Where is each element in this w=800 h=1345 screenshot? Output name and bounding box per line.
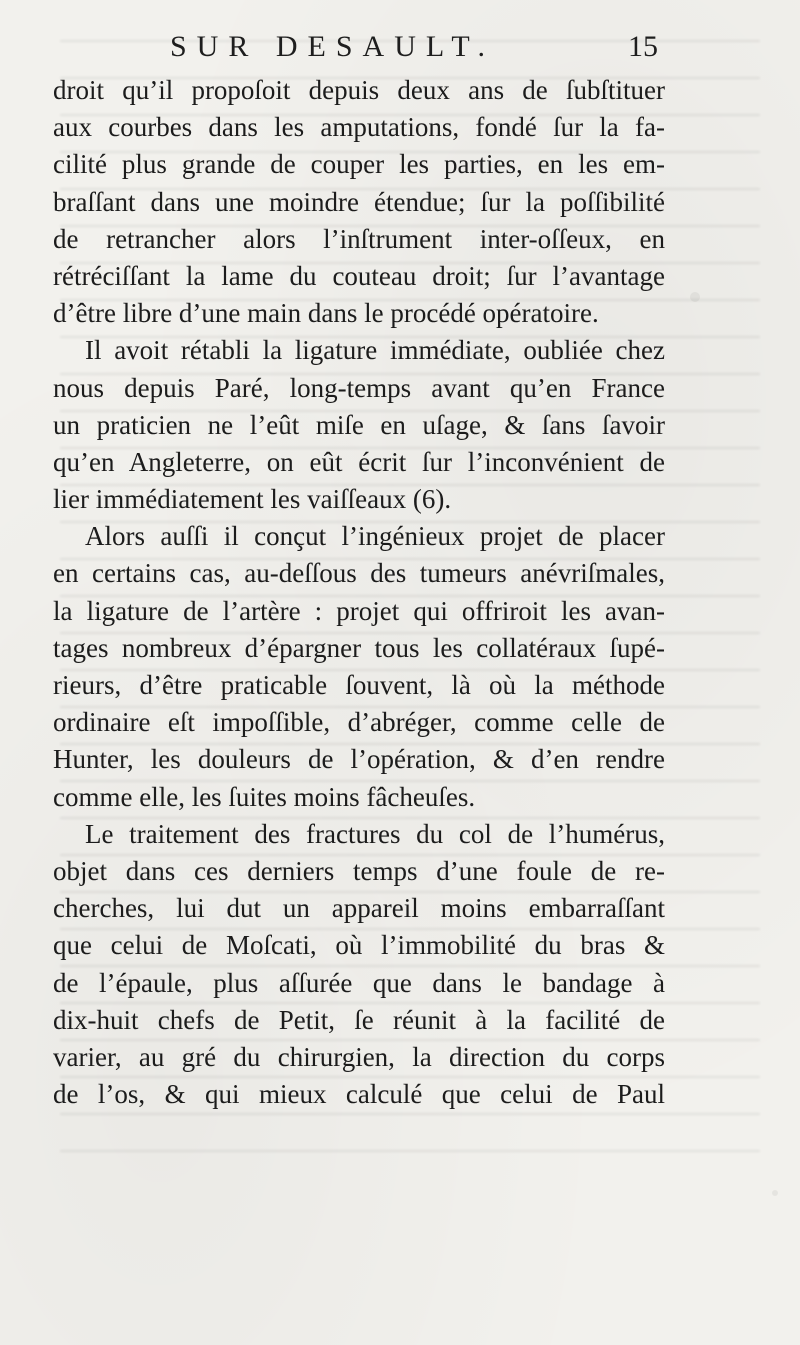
text-line: en certains cas, au-deſſous des tumeurs anévriſmales,: [53, 558, 665, 589]
text-line: braſſant dans une moindre étendue; ſur la poſſibilité: [53, 186, 665, 217]
text-line: de l’épaule, plus aſſurée que dans le bandage à: [53, 967, 665, 998]
text-line: dix-huit chefs de Petit, ſe réunit à la facilité de: [53, 1004, 665, 1035]
page-header: [0, 26, 800, 66]
text-line: nous depuis Paré, long-temps avant qu’en France: [53, 372, 665, 403]
paper-speck: [690, 292, 700, 302]
text-line: Hunter, les douleurs de l’opération, & d’en rendre: [53, 744, 665, 775]
text-line: d’être libre d’une main dans le procédé opératoire.: [53, 298, 599, 329]
text-line: rétréciſſant la lame du couteau droit; ſur l’avantage: [53, 260, 665, 291]
text-line: aux courbes dans les amputations, fondé ſur la fa-: [53, 112, 665, 143]
text-line: Le traitement des fractures du col de l’humérus,: [85, 818, 665, 849]
body-text: [53, 72, 665, 1113]
running-title: SUR DESAULT.: [170, 30, 496, 63]
text-line: ordinaire eſt impoſſible, d’abréger, comme celle de: [53, 707, 665, 738]
page-number: 15: [628, 30, 658, 63]
text-line: droit qu’il propoſoit depuis deux ans de ſubſtituer: [53, 75, 665, 105]
text-line: de l’os, & qui mieux calculé que celui de Paul: [53, 1079, 665, 1110]
text-line: un praticien ne l’eût miſe en uſage, & ſans ſavoir: [53, 409, 665, 440]
text-line: varier, au gré du chirurgien, la direction du corps: [53, 1041, 665, 1072]
text-line: objet dans ces derniers temps d’une foule de re-: [53, 855, 665, 886]
text-line: qu’en Angleterre, on eût écrit ſur l’inconvénient de: [53, 446, 665, 477]
text-line: comme elle, les ſuites moins fâcheuſes.: [53, 781, 476, 812]
text-line: que celui de Moſcati, où l’immobilité du bras &: [53, 930, 665, 961]
text-line: cherches, lui dut un appareil moins embarraſſant: [53, 893, 665, 924]
text-line: la ligature de l’artère : projet qui offriroit les avan-: [53, 595, 665, 626]
text-line: Alors auſſi il conçut l’ingénieux projet de placer: [85, 521, 665, 552]
text-line: lier immédiatement les vaiſſeaux (6).: [53, 484, 452, 515]
text-line: de retrancher alors l’inſtrument inter-oſſeux, en: [53, 223, 665, 254]
text-line: rieurs, d’être praticable ſouvent, là où la méthode: [53, 670, 665, 700]
text-line: tages nombreux d’épargner tous les collatéraux ſupé-: [53, 632, 665, 663]
paper-speck: [772, 1190, 778, 1196]
text-line: cilité plus grande de couper les parties, en les em-: [53, 149, 665, 180]
text-line: Il avoit rétabli la ligature immédiate, oubliée chez: [85, 335, 665, 366]
